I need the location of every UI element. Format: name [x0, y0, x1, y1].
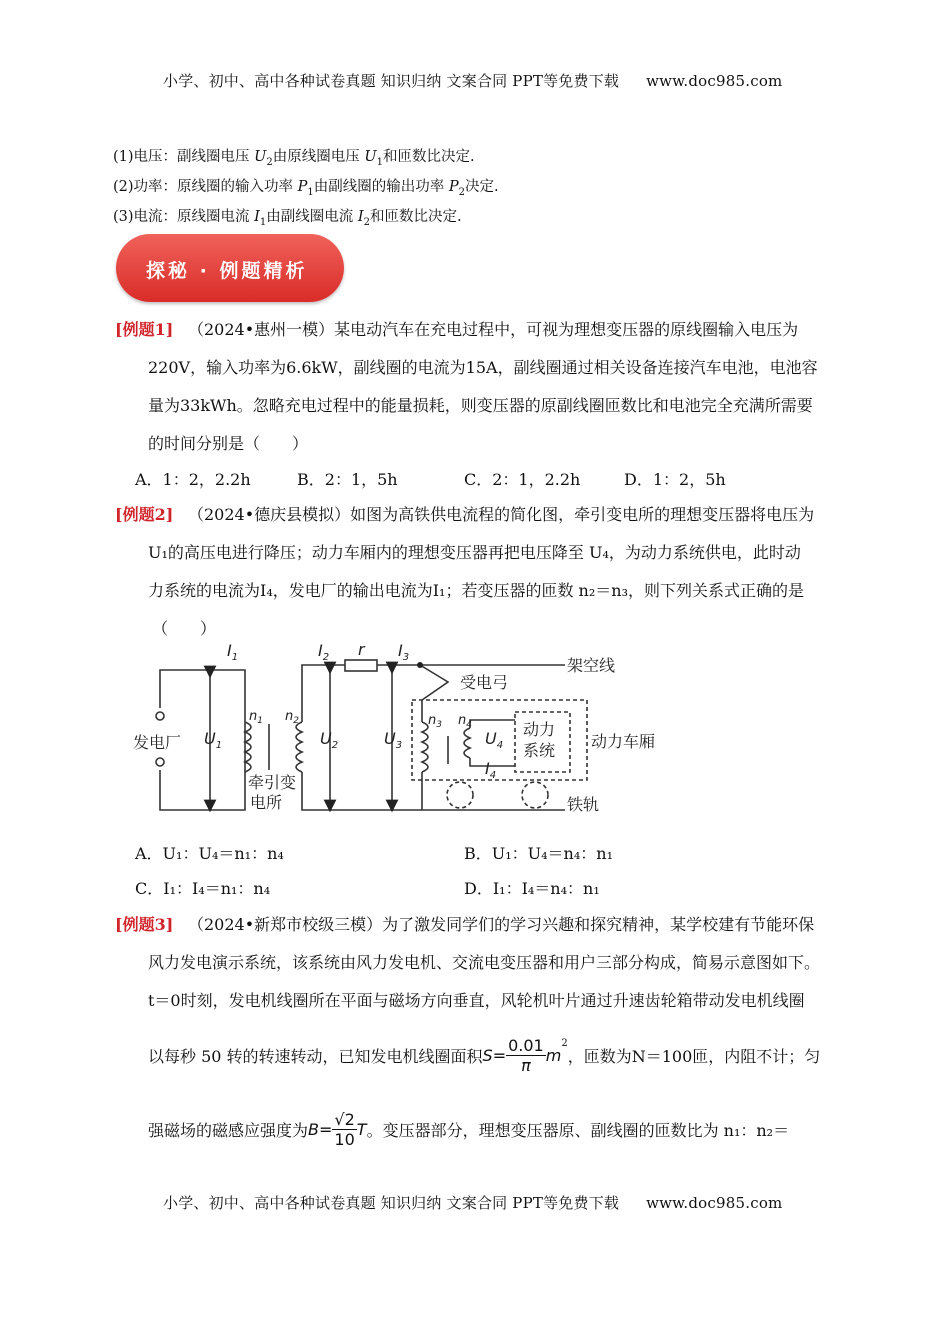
n3-label: $n_3$: [428, 713, 442, 730]
rule-voltage: (1)电压：副线圈电压 $U_2$由原线圈电压 $U_1$和匝数比决定.: [113, 149, 475, 168]
header-url: www.doc985.com: [646, 72, 783, 90]
rule-current: (3)电流：原线圈电流 $I_1$由副线圈电流 $I_2$和匝数比决定.: [113, 209, 462, 228]
example-3-line: 风力发电演示系统，该系统由风力发电机、交流电变压器和用户三部分构成，简易示意图如下。: [148, 953, 821, 972]
example-1-line: 220V，输入功率为6.6kW，副线圈的电流为15A，副线圈通过相关设备连接汽车电池，电池容: [148, 358, 818, 377]
i4-label: $I_4$: [485, 759, 497, 781]
example-3-tag: [例题3]: [115, 915, 174, 934]
contact-point: [417, 662, 423, 668]
option-a[interactable]: A．U₁：U₄＝n₁：n₄: [135, 844, 284, 863]
resistor-r: [345, 660, 377, 671]
option-a[interactable]: A．1：2，2.2h: [135, 470, 251, 489]
option-b[interactable]: B．2：1，5h: [297, 470, 398, 489]
pantograph-label: 受电弓: [460, 673, 509, 692]
coil-n1: [245, 722, 251, 772]
rail-label: 铁轨: [567, 795, 600, 814]
i1-label: $I_1$: [227, 641, 239, 663]
coil-n3: [422, 722, 428, 772]
u3-label: $U_3$: [384, 729, 403, 751]
substation-label-2: 电所: [250, 793, 283, 812]
n4-wire-top: [470, 720, 515, 728]
example-1-line: 量为33kWh。忽略充电过程中的能量损耗，则变压器的原副线圈匝数比和电池完全充满所需要: [148, 396, 813, 415]
n2-label: $n_2$: [285, 709, 299, 726]
page-header: [163, 70, 782, 91]
example-1-line: 的时间分别是（ ）: [148, 434, 309, 453]
car-label: 动力车厢: [591, 732, 656, 751]
wheel-left: [447, 782, 473, 808]
n4-wire-bottom: [470, 758, 515, 766]
area-fraction: $\frac{0.01}{\pi}$: [508, 1036, 544, 1075]
option-d[interactable]: D．I₁：I₄＝n₄：n₁: [464, 879, 600, 898]
section-banner: [116, 234, 344, 302]
example-1-line: （2024•惠州一模）某电动汽车在充电过程中，可视为理想变压器的原线圈输入电压为: [188, 320, 799, 339]
example-3-line: t＝0时刻，发电机线圈所在平面与磁场方向垂直，风轮机叶片通过升速齿轮箱带动发电机线圈: [148, 991, 805, 1010]
rule-power: (2)功率：原线圈的输入功率 $P_1$由副线圈的输出功率 $P_2$决定.: [113, 179, 499, 198]
plant-label: 发电厂: [133, 733, 182, 752]
system-label-1: 动力: [523, 720, 556, 739]
header-text: 小学、初中、高中各种试卷真题 知识归纳 文案合同 PPT等免费下载: [163, 72, 620, 90]
footer-text: 小学、初中、高中各种试卷真题 知识归纳 文案合同 PPT等免费下载: [163, 1194, 620, 1212]
wheel-right: [522, 782, 548, 808]
i2-label: $I_2$: [318, 641, 330, 663]
option-d[interactable]: D．1：2，5h: [624, 470, 726, 489]
system-label-2: 系统: [523, 741, 556, 760]
plant-terminal-bottom: [156, 758, 164, 766]
option-c[interactable]: C．I₁：I₄＝n₁：n₄: [135, 879, 271, 898]
coil-n2: [296, 722, 302, 772]
example-2-line: U₁的高压电进行降压；动力车厢内的理想变压器再把电压降至 U₄，为动力系统供电，此时动: [148, 543, 801, 562]
plant-terminal-top: [156, 712, 164, 720]
n4-label: $n_4$: [458, 713, 472, 730]
n1-label: $n_1$: [249, 709, 263, 726]
field-fraction: $\frac{√2}{10}$: [334, 1110, 355, 1149]
page-footer: [163, 1192, 782, 1213]
banner-title: 探秘 · 例题精析: [146, 260, 308, 282]
coil-n4: [464, 728, 470, 758]
u2-label: $U_2$: [320, 729, 339, 751]
option-b[interactable]: B．U₁：U₄＝n₄：n₁: [464, 844, 613, 863]
example-3-area-line: 以每秒 50 转的转速转动，已知发电机线圈面积S= $\frac{0.01}{\pi}$ $m^2$，匝数为N＝100匝，内阻不计；匀: [148, 1036, 821, 1075]
u1-label: $U_1$: [204, 729, 223, 751]
example-2-line: （2024•德庆县模拟）如图为高铁供电流程的简化图，牵引变电所的理想变压器将电压为: [188, 505, 815, 524]
example-3-line: （2024•新郑市校级三模）为了激发同学们的学习兴趣和探究精神，某学校建有节能环保: [188, 915, 815, 934]
overhead-label: 架空线: [567, 656, 616, 675]
example-2-line: （ ）: [152, 619, 217, 638]
example-3-field-line: 强磁场的磁感应强度为B= $\frac{√2}{10}$ T。变压器部分，理想变压器原、副线圈的匝数比为 n₁：n₂＝: [148, 1110, 790, 1149]
i3-label: $I_3$: [398, 641, 410, 663]
example-1-tag: [例题1]: [115, 320, 174, 339]
u4-label: $U_4$: [485, 729, 504, 751]
example-2-tag: [例题2]: [115, 505, 174, 524]
option-c[interactable]: C．2：1，2.2h: [464, 470, 581, 489]
example-2-line: 力系统的电流为I₄，发电厂的输出电流为I₁；若变压器的匝数 n₂＝n₃，则下列关系式正确的是: [148, 581, 804, 600]
railway-power-diagram: [130, 640, 670, 820]
substation-label-1: 牵引变: [248, 773, 297, 792]
footer-url: www.doc985.com: [646, 1194, 783, 1212]
r-label: r: [358, 640, 365, 659]
secondary-wire-top: [302, 665, 345, 722]
